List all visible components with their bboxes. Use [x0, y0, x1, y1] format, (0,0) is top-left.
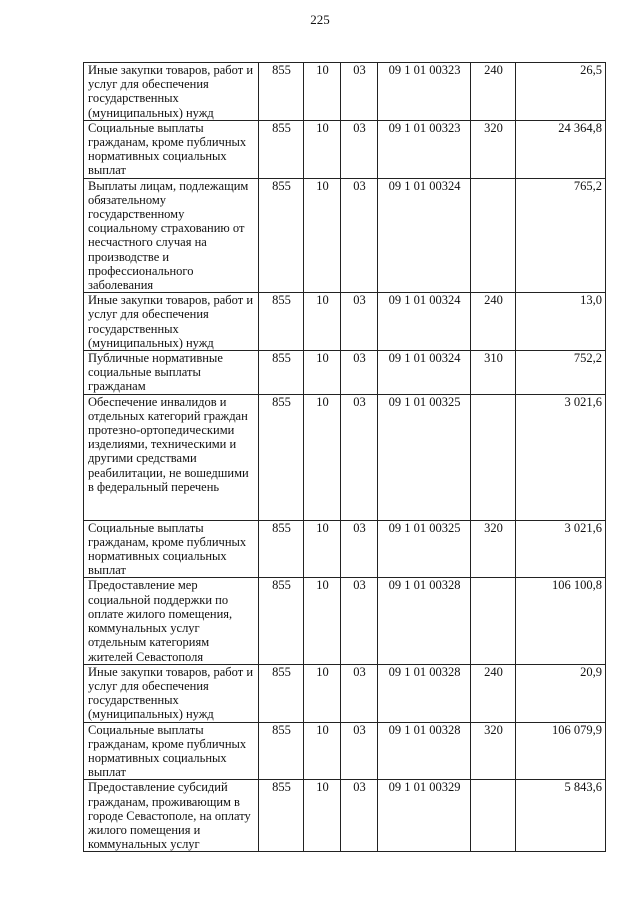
amount-cell: 13,0	[516, 293, 606, 351]
row-name-cell: Предоставление мер социальной поддержки по оплате жилого помещения, коммунальных услуг отдельным категориям жителей Севастополя	[84, 578, 259, 664]
section-code-cell: 10	[304, 722, 341, 780]
target-article-cell: 09 1 01 00328	[378, 578, 471, 664]
ministry-code-cell: 855	[259, 63, 304, 121]
subsection-code-cell: 03	[341, 722, 378, 780]
table-row	[84, 520, 606, 578]
table-row	[84, 394, 606, 520]
ministry-code-cell: 855	[259, 578, 304, 664]
budget-table	[83, 62, 606, 852]
amount-cell: 5 843,6	[516, 780, 606, 852]
row-name-cell: Социальные выплаты гражданам, кроме публичных нормативных социальных выплат	[84, 120, 259, 178]
section-code-cell: 10	[304, 293, 341, 351]
ministry-code-cell: 855	[259, 664, 304, 722]
expense-type-cell	[471, 178, 516, 293]
section-code-cell: 10	[304, 63, 341, 121]
target-article-cell: 09 1 01 00324	[378, 293, 471, 351]
target-article-cell: 09 1 01 00325	[378, 520, 471, 578]
section-code-cell: 10	[304, 520, 341, 578]
subsection-code-cell: 03	[341, 578, 378, 664]
table-row	[84, 351, 606, 395]
amount-cell: 3 021,6	[516, 394, 606, 520]
row-name-cell: Социальные выплаты гражданам, кроме публичных нормативных социальных выплат	[84, 722, 259, 780]
expense-type-cell: 310	[471, 351, 516, 395]
section-code-cell: 10	[304, 394, 341, 520]
table-row	[84, 722, 606, 780]
table-row	[84, 293, 606, 351]
amount-cell: 26,5	[516, 63, 606, 121]
amount-cell: 24 364,8	[516, 120, 606, 178]
table-row	[84, 120, 606, 178]
ministry-code-cell: 855	[259, 722, 304, 780]
target-article-cell: 09 1 01 00323	[378, 63, 471, 121]
expense-type-cell: 240	[471, 664, 516, 722]
section-code-cell: 10	[304, 780, 341, 852]
expense-type-cell: 240	[471, 63, 516, 121]
page-number: 225	[310, 12, 330, 27]
amount-cell: 3 021,6	[516, 520, 606, 578]
section-code-cell: 10	[304, 351, 341, 395]
subsection-code-cell: 03	[341, 394, 378, 520]
row-name-cell: Выплаты лицам, подлежащим обязательному государственному социальному страхованию от несчастного случая на производстве и профессионального заболевания	[84, 178, 259, 293]
table-row	[84, 780, 606, 852]
expense-type-cell	[471, 780, 516, 852]
amount-cell: 106 079,9	[516, 722, 606, 780]
row-name-cell: Обеспечение инвалидов и отдельных категорий граждан протезно-ортопедическими изделиями, техническими и другими средствами реабилитации, не вошедшими в федеральный перечень	[84, 394, 259, 520]
subsection-code-cell: 03	[341, 178, 378, 293]
target-article-cell: 09 1 01 00328	[378, 664, 471, 722]
ministry-code-cell: 855	[259, 178, 304, 293]
row-name-cell: Иные закупки товаров, работ и услуг для обеспечения государственных (муниципальных) нужд	[84, 63, 259, 121]
subsection-code-cell: 03	[341, 293, 378, 351]
table-row	[84, 63, 606, 121]
expense-type-cell: 320	[471, 722, 516, 780]
ministry-code-cell: 855	[259, 394, 304, 520]
target-article-cell: 09 1 01 00323	[378, 120, 471, 178]
ministry-code-cell: 855	[259, 520, 304, 578]
expense-type-cell: 240	[471, 293, 516, 351]
expense-type-cell	[471, 578, 516, 664]
ministry-code-cell: 855	[259, 780, 304, 852]
target-article-cell: 09 1 01 00329	[378, 780, 471, 852]
expense-type-cell: 320	[471, 520, 516, 578]
target-article-cell: 09 1 01 00328	[378, 722, 471, 780]
section-code-cell: 10	[304, 664, 341, 722]
subsection-code-cell: 03	[341, 664, 378, 722]
target-article-cell: 09 1 01 00324	[378, 178, 471, 293]
amount-cell: 20,9	[516, 664, 606, 722]
ministry-code-cell: 855	[259, 120, 304, 178]
table-row	[84, 578, 606, 664]
section-code-cell: 10	[304, 120, 341, 178]
subsection-code-cell: 03	[341, 520, 378, 578]
target-article-cell: 09 1 01 00325	[378, 394, 471, 520]
subsection-code-cell: 03	[341, 351, 378, 395]
amount-cell: 106 100,8	[516, 578, 606, 664]
amount-cell: 752,2	[516, 351, 606, 395]
table-row	[84, 664, 606, 722]
row-name-cell: Иные закупки товаров, работ и услуг для обеспечения государственных (муниципальных) нужд	[84, 293, 259, 351]
subsection-code-cell: 03	[341, 780, 378, 852]
expense-type-cell	[471, 394, 516, 520]
row-name-cell: Социальные выплаты гражданам, кроме публичных нормативных социальных выплат	[84, 520, 259, 578]
row-name-cell: Предоставление субсидий гражданам, проживающим в городе Севастополе, на оплату жилого помещения и коммунальных услуг	[84, 780, 259, 852]
ministry-code-cell: 855	[259, 293, 304, 351]
section-code-cell: 10	[304, 178, 341, 293]
section-code-cell: 10	[304, 578, 341, 664]
target-article-cell: 09 1 01 00324	[378, 351, 471, 395]
subsection-code-cell: 03	[341, 63, 378, 121]
ministry-code-cell: 855	[259, 351, 304, 395]
amount-cell: 765,2	[516, 178, 606, 293]
row-name-cell: Публичные нормативные социальные выплаты гражданам	[84, 351, 259, 395]
subsection-code-cell: 03	[341, 120, 378, 178]
expense-type-cell: 320	[471, 120, 516, 178]
table-row	[84, 178, 606, 293]
row-name-cell: Иные закупки товаров, работ и услуг для обеспечения государственных (муниципальных) нужд	[84, 664, 259, 722]
